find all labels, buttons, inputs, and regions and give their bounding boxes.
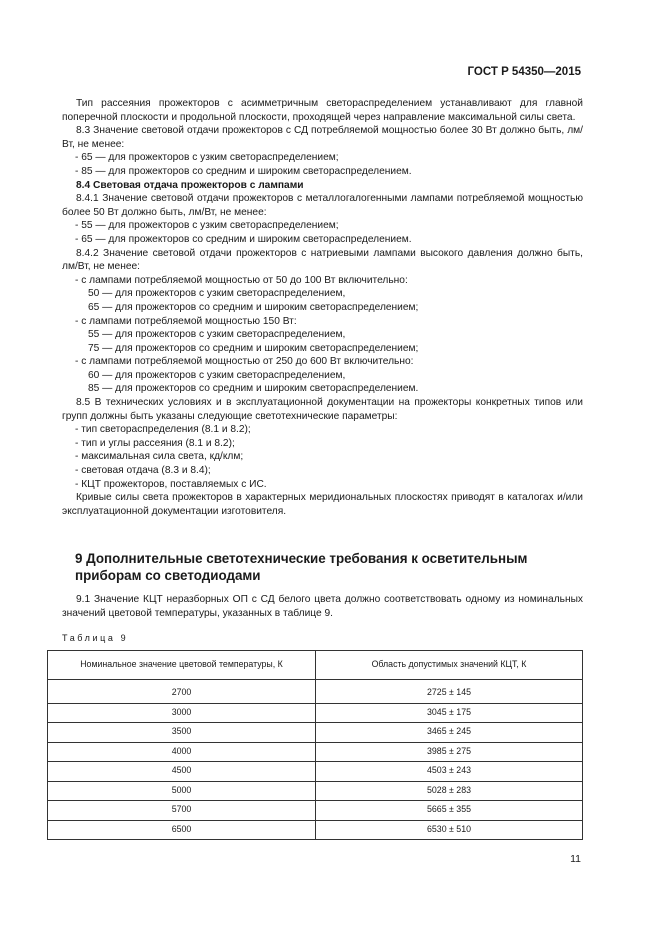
document-body xyxy=(62,97,583,518)
list-item: - с лампами потребляемой мощностью 150 Вт: xyxy=(75,315,297,327)
list-item: - тип и углы рассеяния (8.1 и 8.2); xyxy=(75,437,235,449)
table-row xyxy=(48,742,583,762)
list-item: - 55 — для прожекторов с узким светораспределением; xyxy=(75,220,339,232)
list-item: - с лампами потребляемой мощностью от 50 до 100 Вт включительно: xyxy=(75,274,408,286)
section-9-title: 9 Дополнительные светотехнические требования к осветительным приборам со светодиодами xyxy=(75,551,528,583)
table-row xyxy=(48,703,583,723)
list-item: - 65 — для прожекторов со средним и широким светораспределением. xyxy=(75,233,412,245)
table-row xyxy=(48,781,583,801)
table-cell: 3985 ± 275 xyxy=(316,742,583,762)
list-item: - световая отдача (8.3 и 8.4); xyxy=(75,465,211,477)
table-cell: 3000 xyxy=(48,703,316,723)
sub-list-item: 75 — для прожекторов со средним и широким светораспределением; xyxy=(88,342,419,354)
table-cell: 5000 xyxy=(48,781,316,801)
table-cell: 4500 xyxy=(48,762,316,782)
sub-list-item: 50 — для прожекторов с узким светораспределением, xyxy=(88,288,346,300)
table-row xyxy=(48,801,583,821)
sub-list-item: 60 — для прожекторов с узким светораспределением, xyxy=(88,369,346,381)
table-cell: 3465 ± 245 xyxy=(316,723,583,743)
table-cell: 3045 ± 175 xyxy=(316,703,583,723)
column-header-range: Область допустимых значений КЦТ, К xyxy=(316,651,583,680)
table-caption: Таблица 9 xyxy=(62,633,129,643)
sub-list-item: 65 — для прожекторов со средним и широким светораспределением; xyxy=(88,301,419,313)
paragraph-8-3: 8.3 Значение световой отдачи прожекторов с СД потребляемой мощностью более 30 Вт должно быть, лм/Вт, не менее: xyxy=(62,125,583,150)
table-cell: 4000 xyxy=(48,742,316,762)
paragraph-scatter-type: Тип рассеяния прожекторов с асимметричным светораспределением устанавливают для главной поперечной плоскости и продольной плоскости, проходящей через направление максимальной силы света. xyxy=(62,98,583,123)
table-cell: 5700 xyxy=(48,801,316,821)
paragraph-8-4-1: 8.4.1 Значение световой отдачи прожекторов с металлогалогенными лампами потребляемой мощностью более 50 Вт должно быть, лм/Вт, не менее: xyxy=(62,193,583,218)
table-row xyxy=(48,820,583,840)
list-item: - тип светораспределения (8.1 и 8.2); xyxy=(75,424,251,436)
table-row xyxy=(48,680,583,704)
sub-list-item: 55 — для прожекторов с узким светораспределением, xyxy=(88,329,346,341)
table-cell: 2700 xyxy=(48,680,316,704)
table-row xyxy=(48,762,583,782)
page-number: 11 xyxy=(570,853,581,865)
table-cell: 5028 ± 283 xyxy=(316,781,583,801)
paragraph-light-curves: Кривые силы света прожекторов в характерных меридиональных плоскостях приводят в каталогах и/или эксплуатационной документации изготовителя. xyxy=(62,492,583,517)
table-cell: 3500 xyxy=(48,723,316,743)
heading-8-4: 8.4 Световая отдача прожекторов с лампами xyxy=(76,179,304,191)
paragraph-8-4-2: 8.4.2 Значение световой отдачи прожекторов с натриевыми лампами высокого давления должно быть, лм/Вт, не менее: xyxy=(62,247,583,273)
paragraph-9-1: 9.1 Значение КЦТ неразборных ОП с СД белого цвета должно соответствовать одному из номинальных значений цветовой температуры, указанных в таблице 9. xyxy=(62,594,583,619)
list-item: - максимальная сила света, кд/клм; xyxy=(75,451,244,463)
table-cell: 6530 ± 510 xyxy=(316,820,583,840)
table-9 xyxy=(47,650,583,840)
table-row xyxy=(48,723,583,743)
document-id: ГОСТ Р 54350—2015 xyxy=(467,66,581,78)
list-item: - с лампами потребляемой мощностью от 250 до 600 Вт включительно: xyxy=(75,356,414,368)
list-item: - КЦТ прожекторов, поставляемых с ИС. xyxy=(75,478,267,490)
paragraph-8-5: 8.5 В технических условиях и в эксплуатационной документации на прожекторы конкретных типов или групп должны быть указаны следующие светотехнические параметры: xyxy=(62,397,583,422)
sub-list-item: 85 — для прожекторов со средним и широким светораспределением. xyxy=(88,383,419,395)
table-cell: 6500 xyxy=(48,820,316,840)
table-cell: 4503 ± 243 xyxy=(316,762,583,782)
list-item: - 85 — для прожекторов со средним и широким светораспределением. xyxy=(75,165,412,177)
table-cell: 2725 ± 145 xyxy=(316,680,583,704)
table-cell: 5665 ± 355 xyxy=(316,801,583,821)
table-header-row xyxy=(48,651,583,680)
list-item: - 65 — для прожекторов с узким светораспределением; xyxy=(75,152,339,164)
column-header-nominal: Номинальное значение цветовой температуры, К xyxy=(48,651,316,680)
